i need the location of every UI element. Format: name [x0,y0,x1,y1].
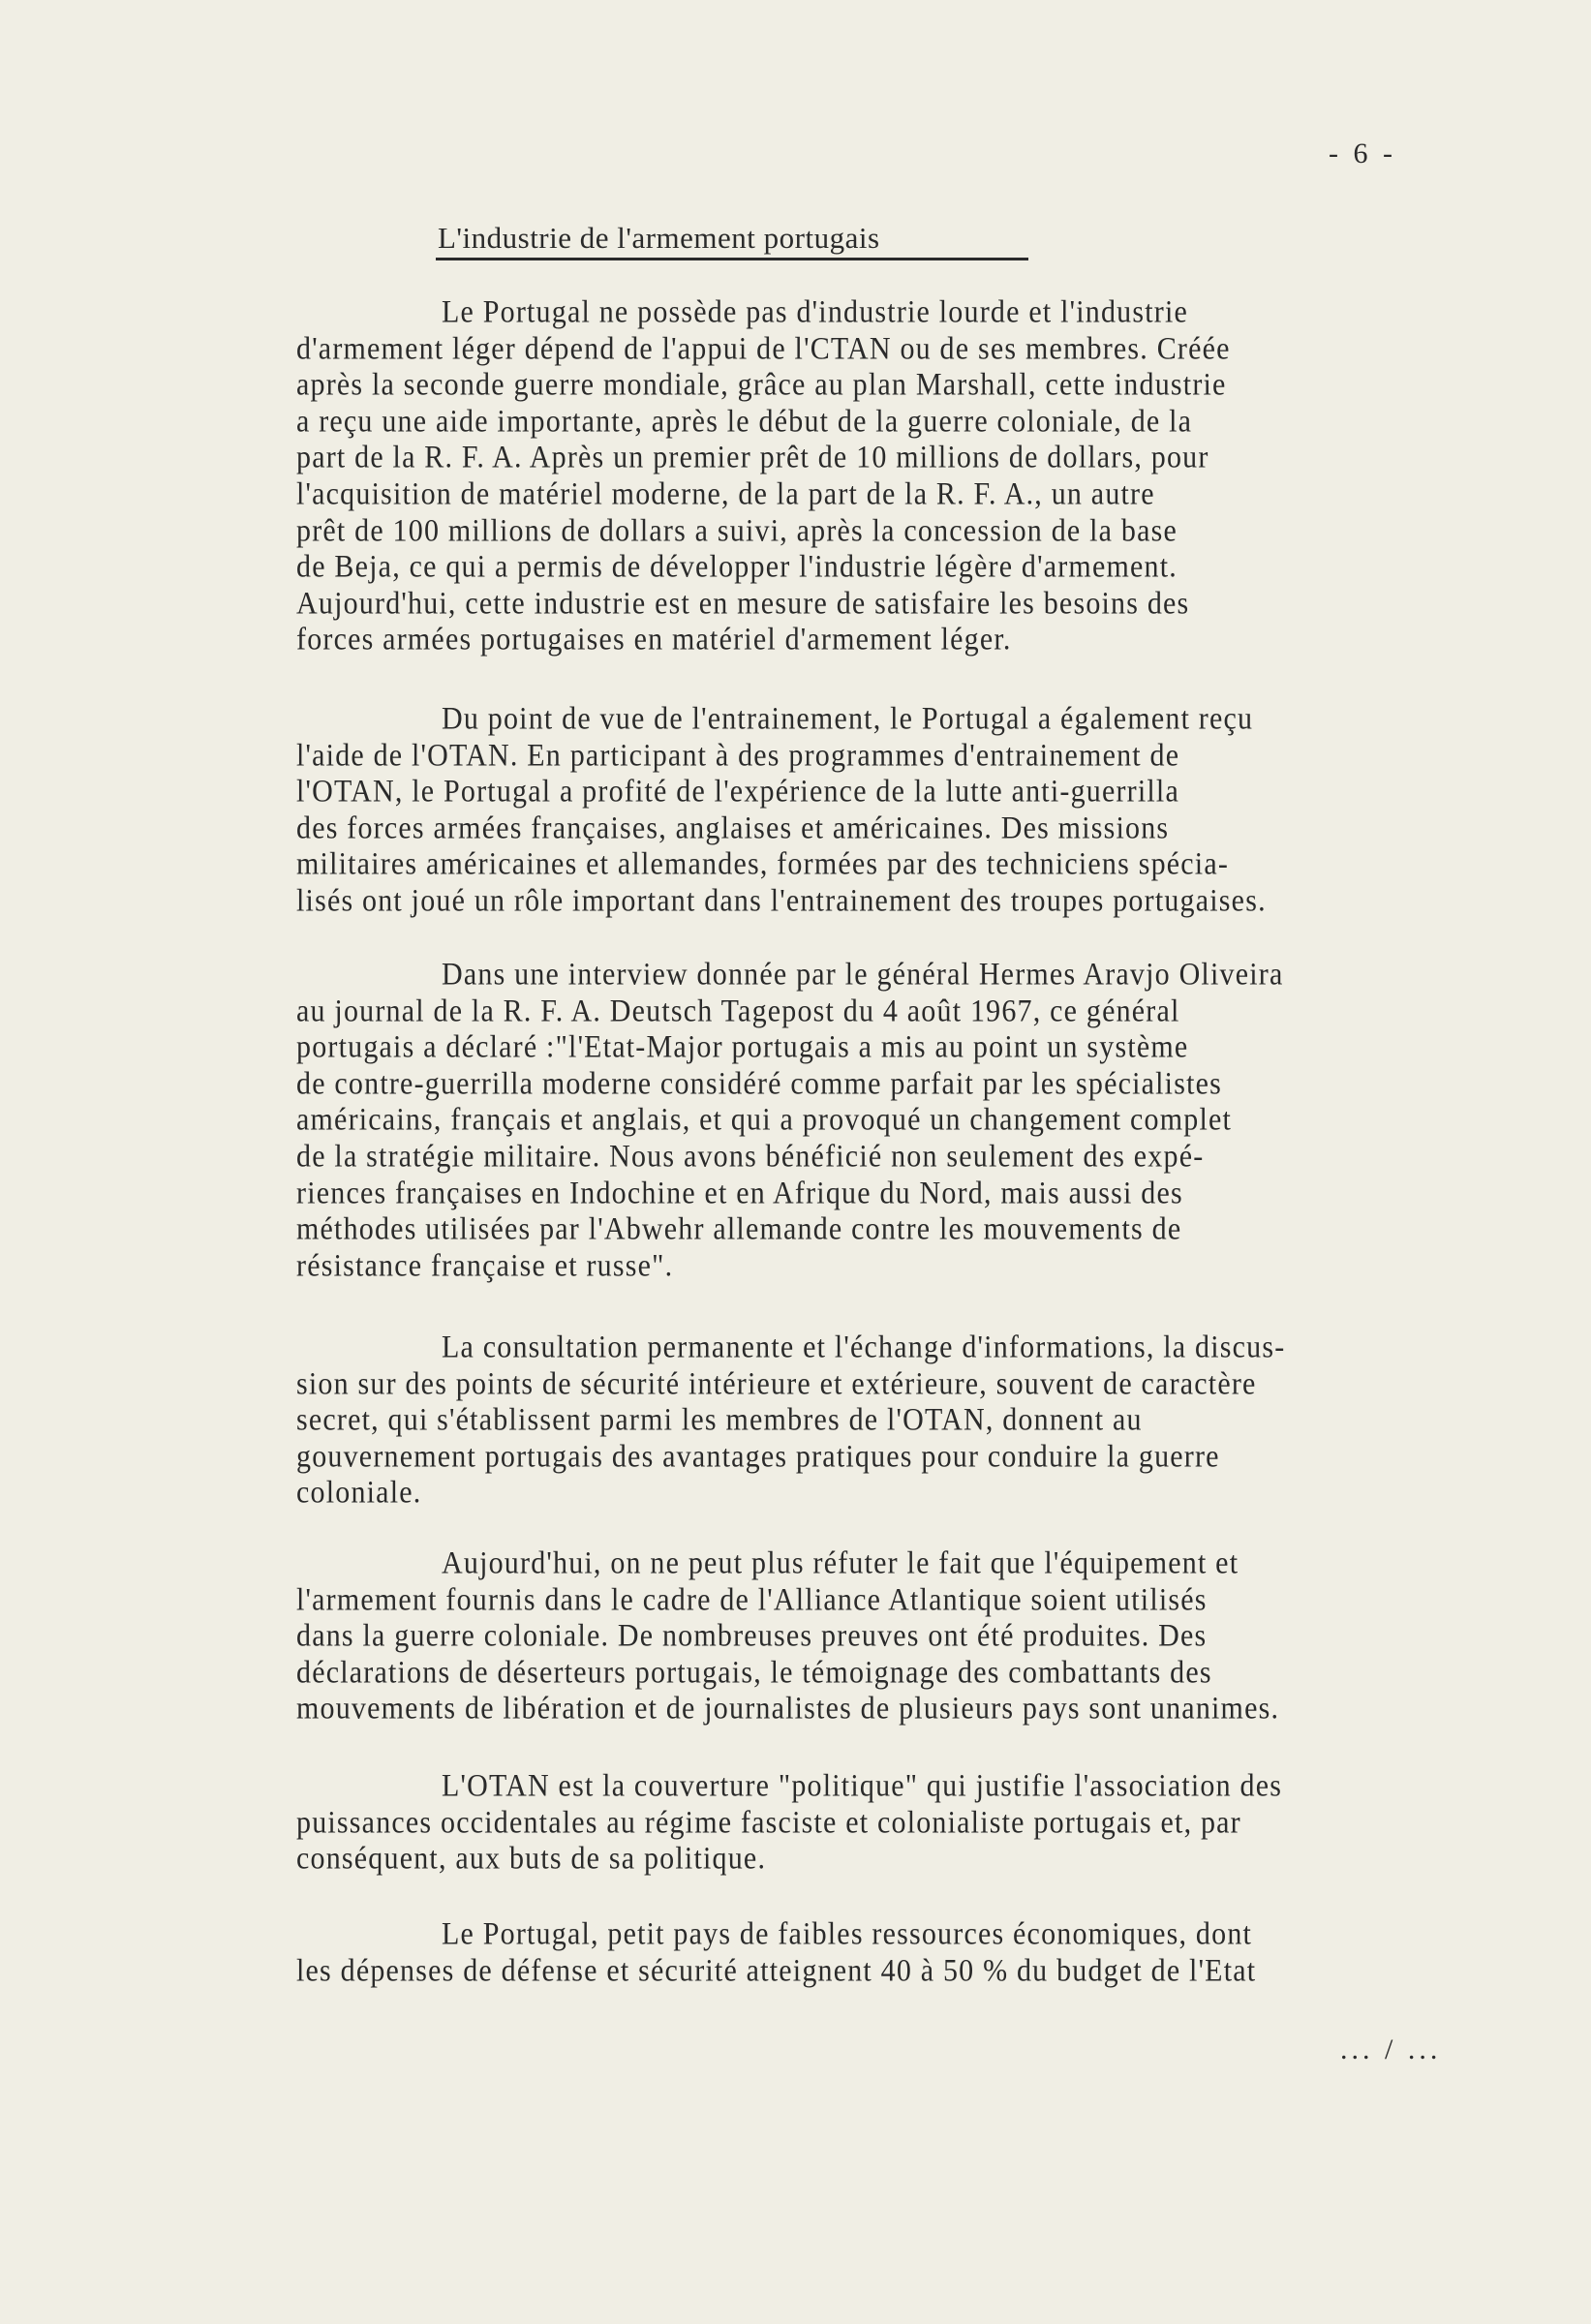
page-number: - 6 - [1329,138,1396,169]
text-line: américains, français et anglais, et qui a provoqué un changement complet [296,1103,1233,1138]
text-line: Dans une interview donnée par le général Hermes Aravjo Oliveira [442,957,1284,993]
paragraph [296,957,1584,1284]
text-line: les dépenses de défense et sécurité atteignent 40 à 50 % du budget de l'Etat [296,1953,1257,1988]
text-line: gouvernement portugais des avantages pratiques pour conduire la guerre [296,1439,1220,1475]
text-line: secret, qui s'établissent parmi les membres de l'OTAN, donnent au [296,1402,1143,1438]
text-line: Le Portugal, petit pays de faibles ressources économiques, dont [442,1916,1253,1952]
paragraph [296,294,1584,658]
text-line: militaires américaines et allemandes, formées par des techniciens spécia- [296,847,1230,882]
text-line: l'OTAN, le Portugal a profité de l'expérience de la lutte anti-guerrilla [296,774,1179,810]
text-line: La consultation permanente et l'échange d'informations, la discus- [442,1330,1286,1365]
text-line: de Beja, ce qui a permis de développer l'industrie légère d'armement. [296,549,1178,585]
text-line: l'armement fournis dans le cadre de l'Alliance Atlantique soient utilisés [296,1582,1208,1617]
paragraph [296,1768,1584,1878]
text-line: part de la R. F. A. Après un premier prêt de 10 millions de dollars, pour [296,441,1209,475]
text-line: Aujourd'hui, cette industrie est en mesure de satisfaire les besoins des [296,586,1190,622]
text-line: méthodes utilisées par l'Abwehr allemande contre les mouvements de [296,1211,1182,1247]
section-title: L'industrie de l'armement portugais [438,221,880,255]
title-underline [436,258,1028,260]
text-line: Le Portugal ne possède pas d'industrie lourde et l'industrie [442,294,1188,330]
paragraph [296,1545,1584,1728]
paragraph [296,1330,1584,1512]
text-line: l'acquisition de matériel moderne, de la part de la R. F. A., un autre [296,476,1155,512]
text-line: l'aide de l'OTAN. En participant à des programmes d'entrainement de [296,738,1180,773]
text-line: Du point de vue de l'entrainement, le Portugal a également reçu [442,701,1254,737]
text-line: forces armées portugaises en matériel d'armement léger. [296,623,1012,657]
paragraph [296,1916,1584,1989]
text-line: riences françaises en Indochine et en Afrique du Nord, mais aussi des [296,1176,1183,1210]
text-line: mouvements de libération et de journalistes de plusieurs pays sont unanimes. [296,1692,1280,1727]
text-line: dans la guerre coloniale. De nombreuses preuves ont été produites. Des [296,1618,1208,1654]
text-line: Aujourd'hui, on ne peut plus réfuter le fait que l'équipement et [442,1545,1239,1581]
text-line: au journal de la R. F. A. Deutsch Tagepost du 4 août 1967, ce général [296,994,1180,1028]
text-line: puissances occidentales au régime fasciste et colonialiste portugais et, par [296,1805,1241,1840]
text-line: de la stratégie militaire. Nous avons bénéficié non seulement des expé- [296,1139,1205,1175]
text-line: des forces armées françaises, anglaises et américaines. Des missions [296,810,1170,846]
text-line: portugais a déclaré :"l'Etat-Major portugais a mis au point un système [296,1029,1189,1065]
text-line: déclarations de déserteurs portugais, le témoignage des combattants des [296,1655,1212,1691]
text-line: conséquent, aux buts de sa politique. [296,1841,767,1877]
continuation-mark: ... / ... [1340,2034,1442,2065]
text-line: après la seconde guerre mondiale, grâce au plan Marshall, cette industrie [296,367,1227,403]
text-line: sion sur des points de sécurité intérieure et extérieure, souvent de caractère [296,1366,1257,1401]
text-line: résistance française et russe". [296,1248,674,1284]
paragraph [296,701,1584,920]
text-line: L'OTAN est la couverture "politique" qui justifie l'association des [442,1768,1283,1804]
text-line: coloniale. [296,1476,422,1511]
text-line: de contre-guerrilla moderne considéré comme parfait par les spécialistes [296,1066,1223,1102]
text-line: prêt de 100 millions de dollars a suivi, après la concession de la base [296,513,1178,548]
text-line: lisés ont joué un rôle important dans l'entrainement des troupes portugaises. [296,883,1267,919]
text-line: d'armement léger dépend de l'appui de l'CTAN ou de ses membres. Créée [296,331,1231,366]
text-line: a reçu une aide importante, après le début de la guerre coloniale, de la [296,404,1193,440]
